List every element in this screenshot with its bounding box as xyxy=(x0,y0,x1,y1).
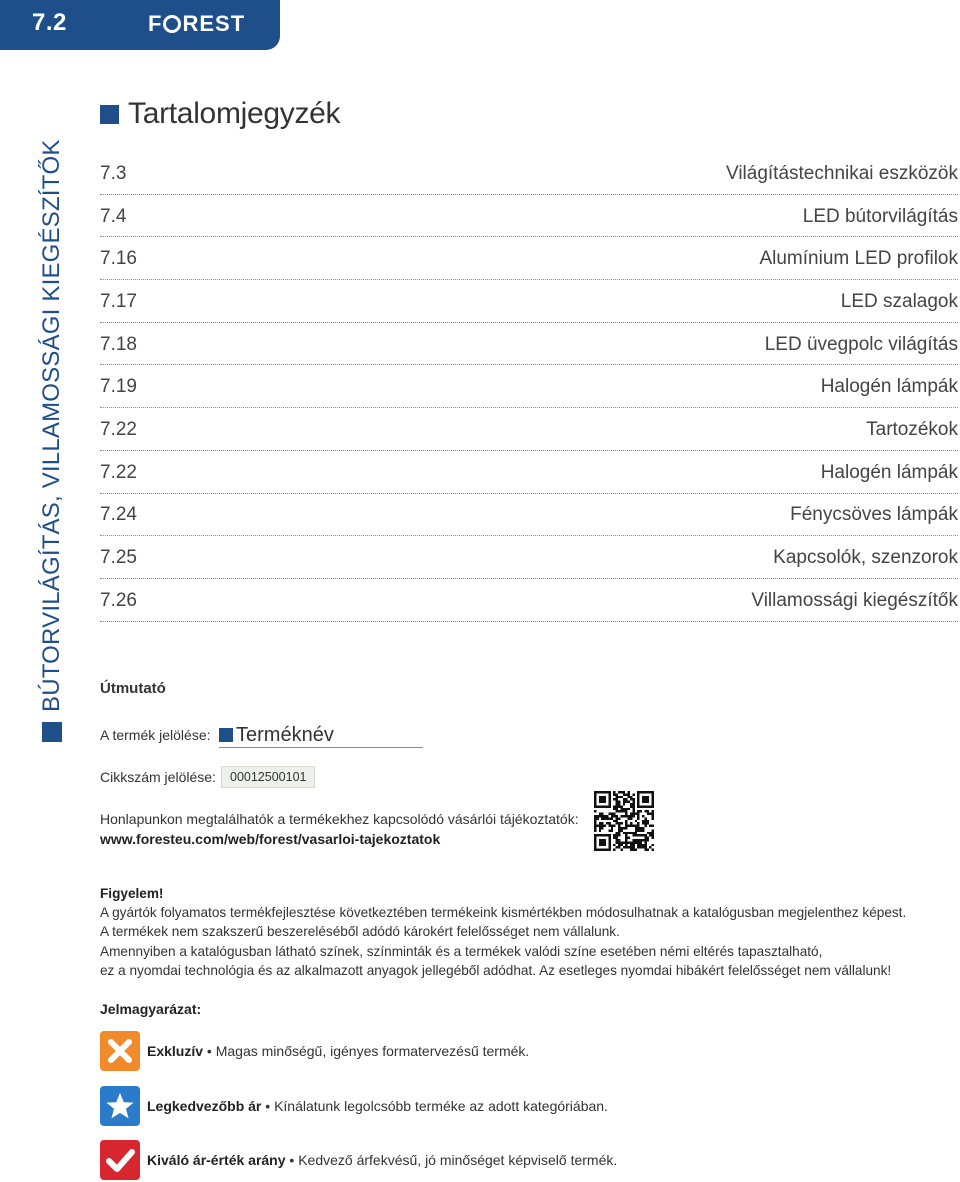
product-name-sample xyxy=(219,723,423,748)
toc-number: 7.18 xyxy=(100,333,137,355)
warning-title: Figyelem! xyxy=(100,886,164,901)
toc-row[interactable] xyxy=(100,323,958,366)
toc-number: 7.24 xyxy=(100,504,137,526)
toc-label: Alumínium LED profilok xyxy=(759,248,958,270)
info-line: Honlapunkon megtalálhatók a termékekhez kapcsolódó vásárlói tájékoztatók: xyxy=(100,811,579,827)
toc-label: Fénycsöves lámpák xyxy=(790,504,958,526)
side-title-container xyxy=(38,100,68,740)
product-name-text: Terméknév xyxy=(236,723,334,746)
toc-label: Tartozékok xyxy=(866,418,958,440)
product-square-icon xyxy=(219,728,233,742)
warning-line: ez a nyomdai technológia és az alkalmazott anyagok jellegéből adódhat. Az esetleges nyomdai hibákért felelősséget nem vállalunk! xyxy=(100,962,892,978)
toc-number: 7.16 xyxy=(100,248,137,270)
toc-number: 7.19 xyxy=(100,376,137,398)
toc-label: LED bútorvilágítás xyxy=(802,205,958,227)
x-icon xyxy=(100,1031,140,1071)
legend-name: Exkluzív xyxy=(147,1043,204,1059)
toc-number: 7.22 xyxy=(100,461,137,483)
toc-row[interactable] xyxy=(100,494,958,537)
heading-square-icon xyxy=(100,105,119,124)
legend-desc: Kedvező árfekvésű, jó minőséget képviselő termék. xyxy=(298,1152,618,1168)
star-icon xyxy=(100,1086,140,1126)
toc-row[interactable] xyxy=(100,536,958,579)
product-mark-label: A termék jelölése: xyxy=(100,727,211,743)
toc-number: 7.4 xyxy=(100,205,127,227)
legend-desc: Magas minőségű, igényes formatervezésű termék. xyxy=(215,1043,530,1059)
toc-label: Világítástechnikai eszközök xyxy=(726,162,958,184)
toc-label: Villamossági kiegészítők xyxy=(751,589,958,611)
toc-number: 7.22 xyxy=(100,418,137,440)
side-title: BÚTORVILÁGÍTÁS, VILLAMOSSÁGI KIEGÉSZÍTŐK xyxy=(38,139,65,712)
info-url-link[interactable]: www.foresteu.com/web/forest/vasarloi-tajekoztatok xyxy=(100,831,441,847)
toc-row[interactable] xyxy=(100,237,958,280)
side-square-icon xyxy=(42,722,62,742)
toc-heading xyxy=(100,97,340,131)
guide-title: Útmutató xyxy=(100,680,166,697)
legend-item-exclusive: Exkluzív • Magas minőségű, igényes formatervezésű termék. xyxy=(100,1031,529,1071)
legend-item-value: Kiváló ár-érték arány • Kedvező árfekvésű, jó minőséget képviselő termék. xyxy=(100,1140,617,1180)
toc-number: 7.17 xyxy=(100,290,137,312)
warning-line: Amennyiben a katalógusban látható színek, színminták és a termékek valódi színe esetében némi eltérés tapasztalható, xyxy=(100,943,823,959)
toc-row[interactable] xyxy=(100,195,958,238)
toc-row[interactable] xyxy=(100,280,958,323)
header-bar xyxy=(0,0,280,50)
toc-label: Halogén lámpák xyxy=(820,376,958,398)
legend-name: Kiváló ár-érték arány xyxy=(147,1152,286,1168)
legend-desc: Kínálatunk legolcsóbb terméke az adott kategóriában. xyxy=(274,1098,608,1114)
warning-block xyxy=(100,884,958,980)
toc-list xyxy=(100,152,958,622)
toc-row[interactable] xyxy=(100,408,958,451)
toc-row[interactable] xyxy=(100,579,958,622)
legend-title: Jelmagyarázat: xyxy=(100,1001,202,1017)
logo-o-mark-icon xyxy=(163,15,181,33)
info-text xyxy=(100,809,579,849)
check-icon xyxy=(100,1140,140,1180)
toc-label: LED üvegpolc világítás xyxy=(764,333,958,355)
toc-row[interactable] xyxy=(100,365,958,408)
legend-name: Legkedvezőbb ár xyxy=(147,1098,262,1114)
qr-code-icon[interactable] xyxy=(594,791,654,851)
toc-number: 7.26 xyxy=(100,589,137,611)
toc-label: Kapcsolók, szenzorok xyxy=(773,547,958,569)
toc-label: Halogén lámpák xyxy=(820,461,958,483)
toc-number: 7.25 xyxy=(100,547,137,569)
sku-example-badge: 00012500101 xyxy=(221,766,315,788)
toc-row[interactable] xyxy=(100,152,958,195)
warning-line: A termékek nem szakszerű beszereléséből adódó károkért felelősséget nem vállalunk. xyxy=(100,924,620,940)
legend-item-best-price: Legkedvezőbb ár • Kínálatunk legolcsóbb terméke az adott kategóriában. xyxy=(100,1086,608,1126)
toc-label: LED szalagok xyxy=(840,290,958,312)
toc-row[interactable] xyxy=(100,451,958,494)
forest-logo: F REST xyxy=(148,11,246,36)
sku-label: Cikkszám jelölése: xyxy=(100,769,216,785)
page-number: 7.2 xyxy=(32,9,67,36)
warning-line: A gyártók folyamatos termékfejlesztése következtében termékeink kismértékben módosulhatnak a katalógusban megjelenthez képest. xyxy=(100,905,907,921)
toc-heading-text: Tartalomjegyzék xyxy=(128,97,341,130)
toc-number: 7.3 xyxy=(100,162,127,184)
